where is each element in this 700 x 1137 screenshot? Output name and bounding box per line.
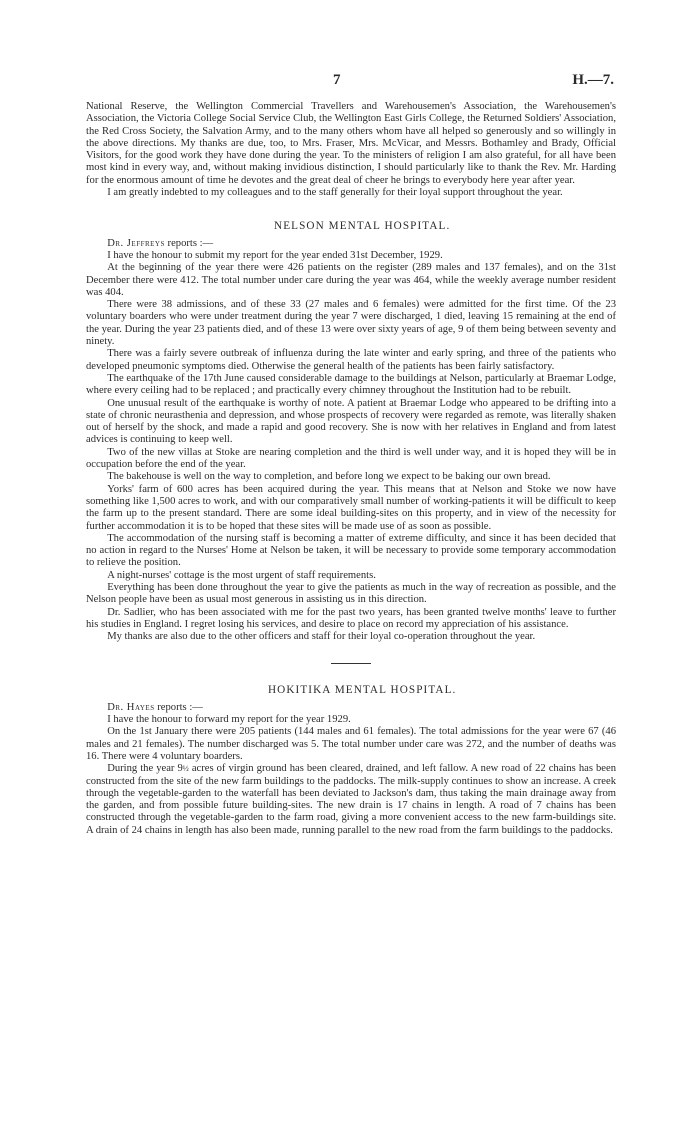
paragraph: Dr. Sadlier, who has been associated with me for the past two years, has been granted twelve months' leave to further his studies in England. I regret losing his services, and desire to place on record my appreciation of his assistance. bbox=[86, 606, 616, 630]
paragraph: My thanks are also due to the other officers and staff for their loyal co-operation throughout the year. bbox=[107, 631, 536, 643]
paragraph: The bakehouse is well on the way to completion, and before long we expect to be baking our own bread. bbox=[107, 471, 551, 483]
page-body bbox=[86, 101, 616, 837]
page-number: 7 bbox=[333, 72, 341, 88]
opening-line-hokitika: I have the honour to forward my report for the year 1929. bbox=[107, 714, 351, 726]
page-header bbox=[0, 72, 700, 94]
section-title-hokitika: HOKITIKA MENTAL HOSPITAL. bbox=[267, 684, 457, 697]
reporter-name: Dr. Hayes bbox=[107, 701, 155, 713]
paragraph: The accommodation of the nursing staff is becoming a matter of extreme difficulty, and since it has been decided that no action in regard to the Nurses' Home at Nelson be taken, it will be necessary to provide some temporary accommodation to relieve the position. bbox=[86, 532, 616, 569]
opening-line-nelson: I have the honour to submit my report for the year ended 31st December, 1929. bbox=[107, 249, 443, 261]
paragraph: There was a fairly severe outbreak of influenza during the late winter and early spring, and three of the patients who developed pneumonic symptoms died. Otherwise the general health of the patients has been fairly satisfactory. bbox=[86, 348, 616, 372]
paragraph: On the 1st January there were 205 patients (144 males and 61 females). The total admissions for the year were 67 (46 males and 21 females). The number discharged was 5. The total number under care was 272, and the number of deaths was 16. There were 4 voluntary boarders. bbox=[86, 726, 616, 762]
paragraph: At the beginning of the year there were 426 patients on the register (289 males and 137 females), and on the 31st December there were 412. The total number under care during the year was 464, while the weekly average number resident was 404. bbox=[86, 262, 616, 298]
paragraph-with-fraction bbox=[86, 763, 616, 837]
paragraph: Two of the new villas at Stoke are nearing completion and the third is well under way, and it is hoped they will be in occupation before the end of the year. bbox=[86, 446, 616, 471]
text-segment: During the year 9 bbox=[107, 763, 183, 775]
document-reference: H.—7. bbox=[572, 72, 614, 88]
paragraph: There were 38 admissions, and of these 33 (27 males and 6 females) were admitted for the first time. Of the 23 voluntary boarders who were under treatment during the year 7 were discharged, 1 died, leaving 15 remaining at the end of the year. During the year 23 patients died, and of these 13 were over sixty years of age, 9 of them being between seventy and ninety. bbox=[86, 299, 616, 348]
reporter-line-nelson bbox=[86, 238, 616, 250]
paragraph: The earthquake of the 17th June caused considerable damage to the buildings at Nelson, particularly at Braemar Lodge, where every ceiling had to be replaced ; and practically every chimney throughout the Institution had to be rebuilt. bbox=[86, 372, 616, 397]
paragraph: One unusual result of the earthquake is worthy of note. A patient at Braemar Lodge who appeared to be drifting into a state of chronic neurasthenia and depression, and whose prospects of recovery were regarded as remote, was literally shaken out of herself by the shock, and made a rapid and good recovery. She is now with her relatives in England and from latest advices is continuing to keep well. bbox=[86, 397, 616, 446]
reporter-line-hokitika bbox=[86, 702, 616, 714]
text-segment: acres of virgin ground has been cleared, drained, and left fallow. A new road of 22 chains has been constructed from the site of the new farm buildings to the paddocks. The milk-supply continues to show an increase. A creek through the vegetable-garden to the waterfall has been deviated to Jackson's dam, thus taking the main drainage away from the garden, and from possible future building-sites. The new drain is 17 chains in length. A road of 7 chains has been constructed through the vegetable-garden to the farm road, giving a more convenient access to the new farm-buildings site. A drain of 24 chains in length has also been made, running parallel to the new road from the farm buildings to the paddocks. bbox=[86, 763, 616, 836]
paragraph: Yorks' farm of 600 acres has been acquired during the year. This means that at Nelson and Stoke we now have something like 1,500 acres to work, and with our comparatively small number of working-patients it will be difficult to keep the farm up to the present standard. There are some ideal building-sites on this property, and in view of the necessity for further accommodation it is to be hoped that these sites will be made use of as soon as possible. bbox=[86, 483, 616, 532]
reporter-suffix: reports :— bbox=[157, 701, 203, 713]
intro-paragraph: National Reserve, the Wellington Commercial Travellers and Warehousemen's Association, the Warehousemen's Association, the Victoria College Social Service Club, the Wellington East Girls College, the Returned Soldiers' Association, the Red Cross Society, the Salvation Army, and to the many others whom have all helped so generously and so willingly in the above directions. My thanks are due, too, to Mrs. Fraser, Mrs. McVicar, and Messrs. Bothamley and Brady, Official Visitors, for the good work they have done during the year. To the ministers of religion I am also grateful, for all have been most kind in every way, and, without making invidious distinction, I should particularly like to thank the Rev. Mr. Harding for the enormous amount of time he devotes and the great deal of cheer he brings to everybody here year after year. bbox=[86, 101, 616, 186]
section-title-nelson: NELSON MENTAL HOSPITAL. bbox=[274, 220, 451, 233]
intro-closing-paragraph: I am greatly indebted to my colleagues and to the staff generally for their loyal support throughout the year. bbox=[107, 187, 563, 199]
reporter-name: Dr. Jeffreys bbox=[107, 237, 165, 249]
fraction: ½ bbox=[182, 764, 189, 774]
paragraph: A night-nurses' cottage is the most urgent of staff requirements. bbox=[107, 569, 376, 581]
paragraph: Everything has been done throughout the year to give the patients as much in the way of recreation as possible, and the Nelson people have been as usual most generous in assisting us in this direction. bbox=[86, 581, 616, 606]
reporter-suffix: reports :— bbox=[167, 237, 214, 249]
